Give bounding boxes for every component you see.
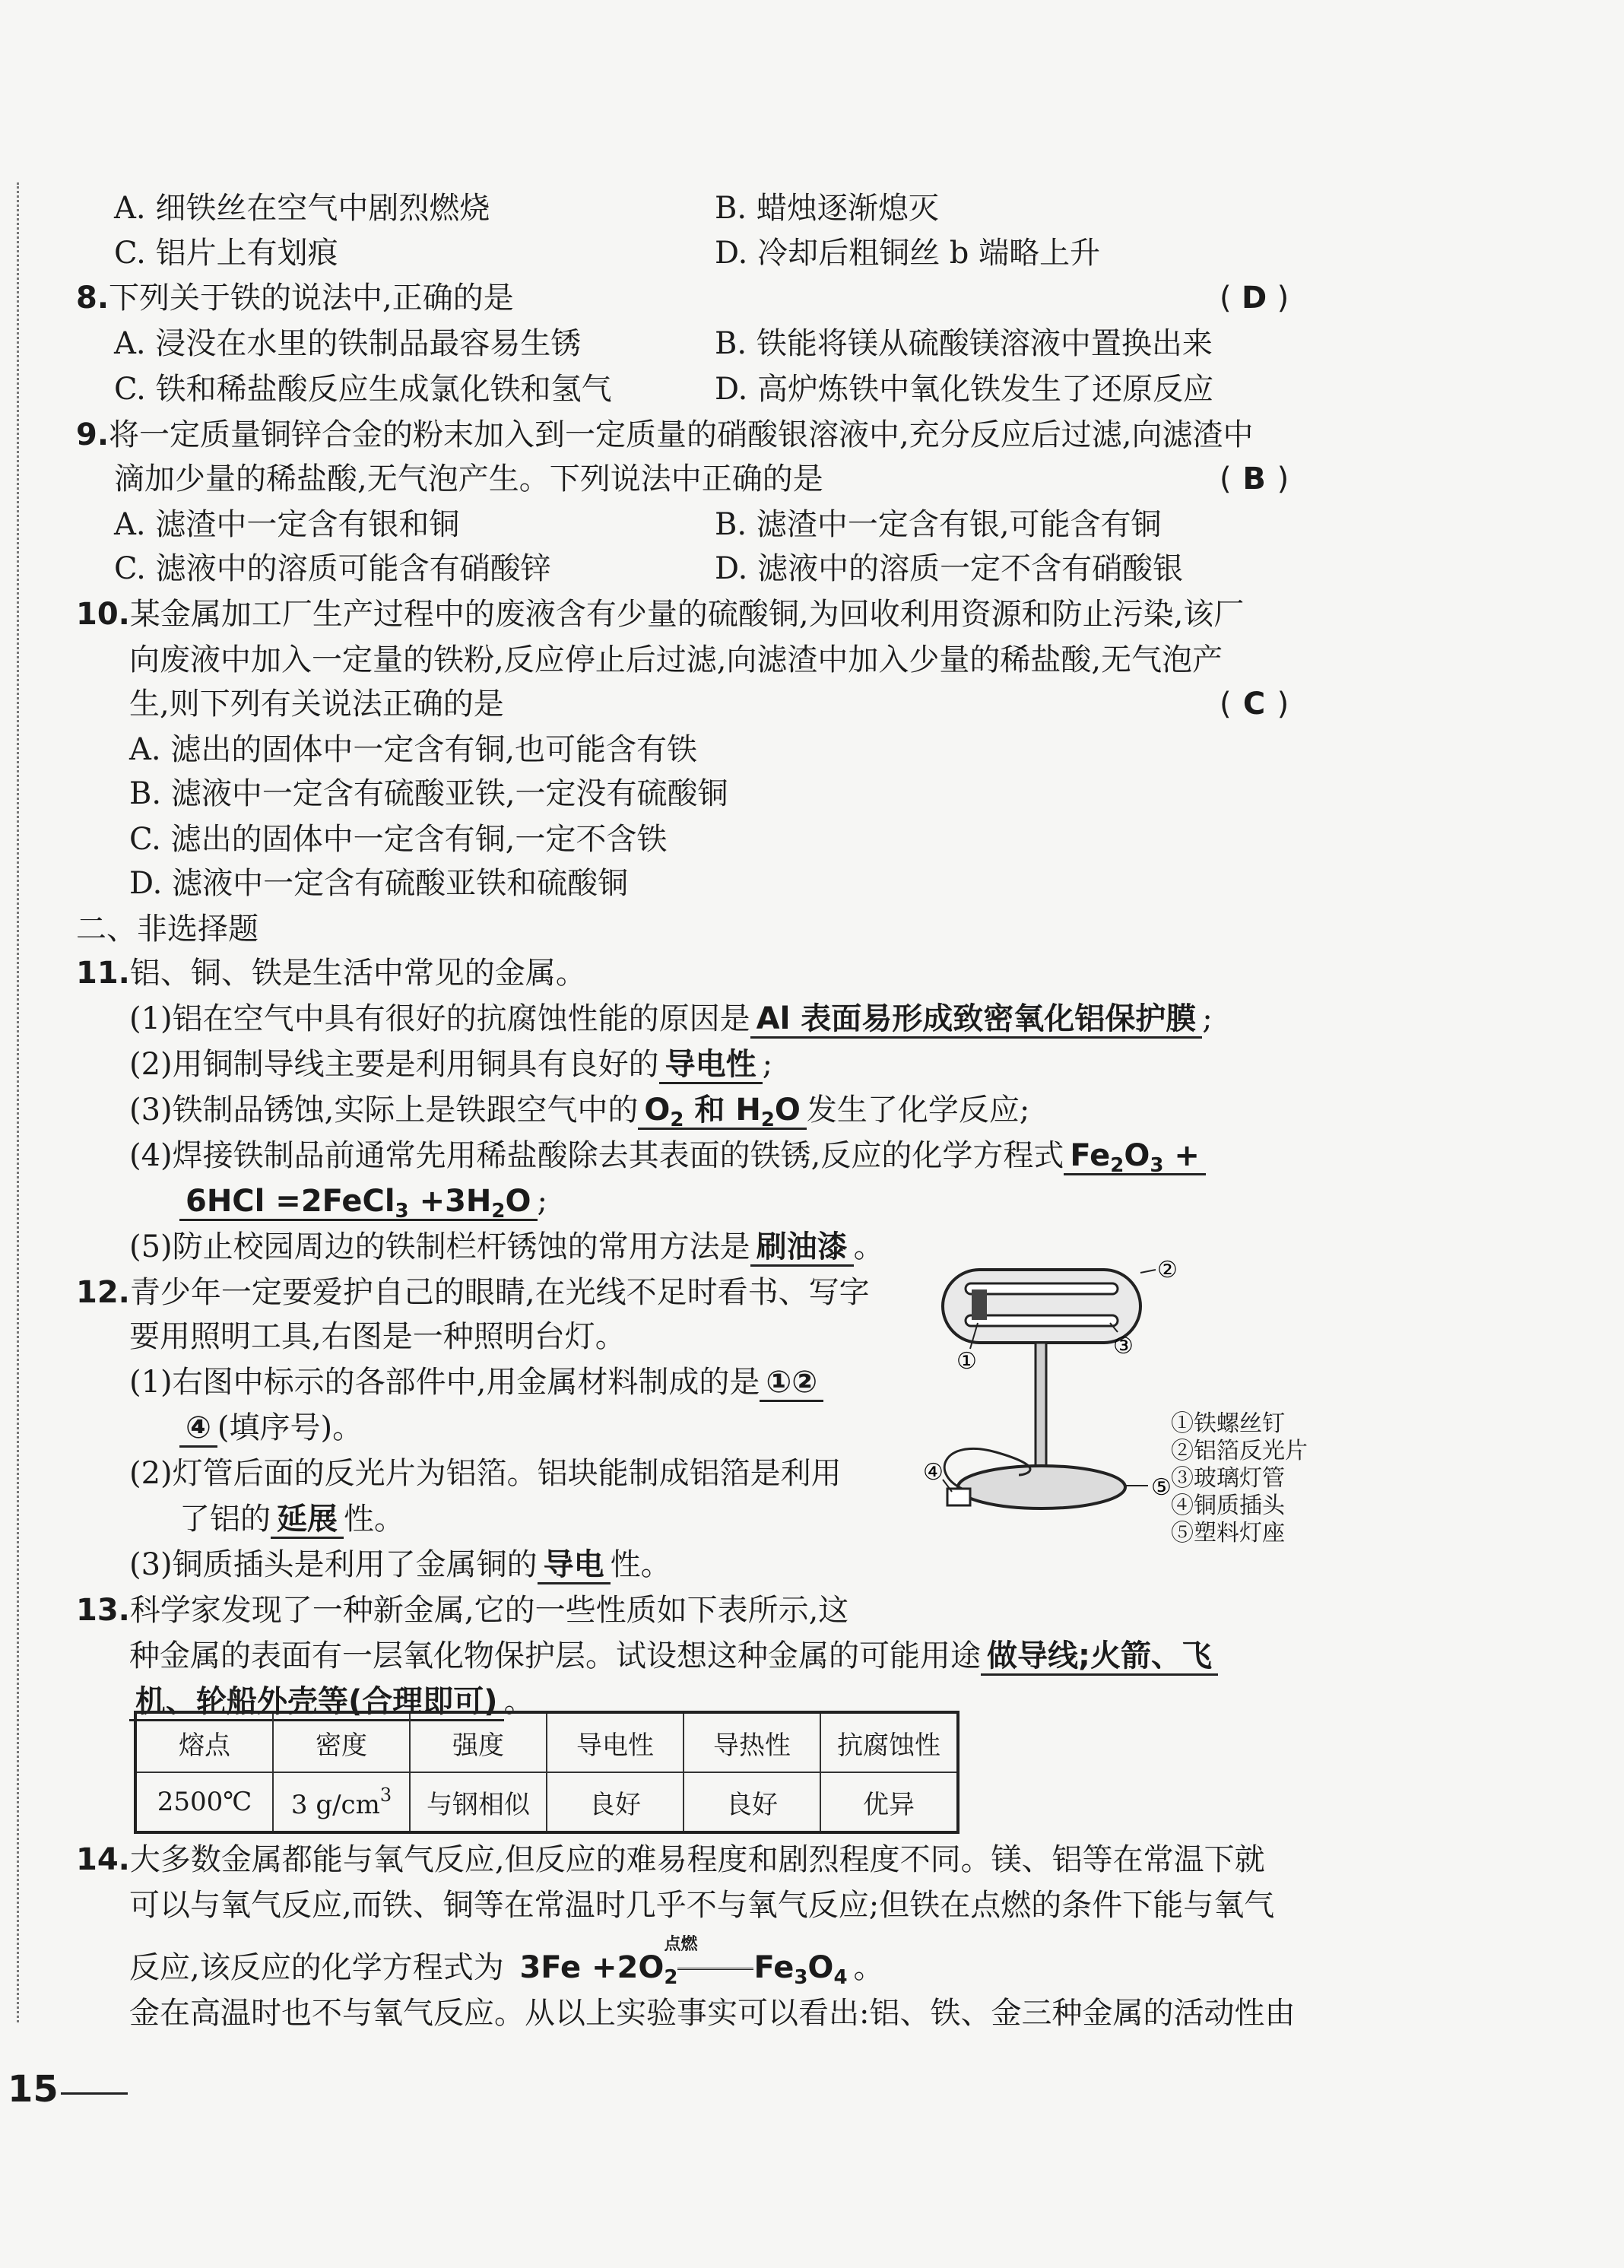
table-header-cell: 导电性 xyxy=(547,1712,684,1772)
q10-number: 10. xyxy=(76,597,130,632)
q10-stem-line1: 10.某金属加工厂生产过程中的废液含有少量的硫酸铜,为回收利用资源和防止污染,该厂 xyxy=(76,597,1245,632)
q10-option-b: B. 滤液中一定含有硫酸亚铁,一定没有硫酸铜 xyxy=(129,776,728,811)
q10-answer-paren: ( C ) xyxy=(1220,683,1289,725)
q13-stem-line2: 种金属的表面有一层氧化物保护层。试设想这种金属的可能用途 做导线;火箭、飞 xyxy=(129,1635,1218,1677)
q11-part1: (1)铝在空气中具有很好的抗腐蚀性能的原因是 Al 表面易形成致密氧化铝保护膜 ; xyxy=(129,998,1213,1040)
table-cell: 优异 xyxy=(820,1772,958,1832)
table-header-cell: 强度 xyxy=(410,1712,547,1772)
q8-answer: D xyxy=(1242,281,1267,316)
q7-option-d: D. 冷却后粗铜丝 b 端略上升 xyxy=(715,236,1101,271)
table-header-row xyxy=(135,1712,958,1772)
q8-option-b: B. 铁能将镁从硫酸镁溶液中置换出来 xyxy=(715,326,1213,361)
q8-option-a: A. 浸没在水里的铁制品最容易生锈 xyxy=(114,326,582,361)
q8-option-c: C. 铁和稀盐酸反应生成氯化铁和氢气 xyxy=(114,372,612,407)
section-heading: 二、非选择题 xyxy=(76,912,259,947)
q9-option-d: D. 滤液中的溶质一定不含有硝酸银 xyxy=(715,551,1184,586)
q13-answer-line1: 做导线;火箭、飞 xyxy=(981,1638,1218,1676)
legend-item: ①铁螺丝钉 xyxy=(1171,1410,1285,1437)
q9-number: 9. xyxy=(76,417,109,452)
page-number: 15 xyxy=(8,2068,59,2111)
q14-stem-line3: 反应,该反应的化学方程式为 $3Fe +2O_2$ 点燃 $Fe_3O_4$ 。 xyxy=(129,1946,884,1999)
lamp-label-4: ④ xyxy=(923,1459,944,1486)
q8-number: 8. xyxy=(76,281,109,316)
q8-option-d: D. 高炉炼铁中氧化铁发生了还原反应 xyxy=(715,372,1214,407)
q11-part4-cont: 6HCl =2FeCl$_3$ $+3H_2O$ ; xyxy=(179,1180,547,1232)
q14-stem-line2: 可以与氧气反应,而铁、铜等在常温时几乎不与氧气反应;但铁在点燃的条件下能与氧气 xyxy=(129,1888,1275,1923)
q12-part1: (1)右图中标示的各部件中,用金属材料制成的是 ①② xyxy=(129,1361,823,1404)
q11-part5: (5)防止校园周边的铁制栏杆锈蚀的常用方法是 刷油漆 。 xyxy=(129,1226,884,1268)
q13-stem-line3: 机、轮船外壳等(合理即可) 。 xyxy=(129,1680,534,1723)
q10-option-a: A. 滤出的固体中一定含有铜,也可能含有铁 xyxy=(129,732,698,767)
legend-item: ⑤塑料灯座 xyxy=(1171,1520,1285,1546)
reaction-condition: 点燃 xyxy=(664,1935,698,1954)
lamp-label-3: ③ xyxy=(1113,1333,1134,1359)
metal-properties-table xyxy=(134,1711,959,1834)
lamp-label-2: ② xyxy=(1157,1257,1178,1283)
q14-answer-equation: $3Fe +2O_2$ 点燃 $Fe_3O_4$ xyxy=(513,1950,853,1985)
q9-option-b: B. 滤渣中一定含有银,可能含有铜 xyxy=(715,507,1162,542)
q7-option-c: C. 铝片上有划痕 xyxy=(114,236,338,271)
q10-answer: C xyxy=(1242,687,1266,722)
lamp-base xyxy=(958,1466,1125,1508)
q10-option-d: D. 滤液中一定含有硫酸亚铁和硫酸铜 xyxy=(129,866,629,901)
q12-answer1b: ④ xyxy=(179,1410,217,1448)
page-number-rule xyxy=(61,2092,128,2095)
q11-answer4-line1: $Fe_2O_3$ + xyxy=(1064,1138,1206,1175)
q11-number: 11. xyxy=(76,956,130,991)
q11-part3: (3)铁制品锈蚀,实际上是铁跟空气中的 $O_2$ 和 $H_2O$ 发生了化学反应; xyxy=(129,1093,1030,1131)
table-header-cell: 熔点 xyxy=(135,1712,273,1772)
q9-answer-paren: ( B ) xyxy=(1220,458,1289,500)
q12-answer1a: ①② xyxy=(760,1365,823,1402)
q13-answer-line2: 机、轮船外壳等(合理即可) xyxy=(129,1684,504,1721)
table-row xyxy=(135,1772,958,1832)
table-cell: 与钢相似 xyxy=(410,1772,547,1832)
q12-answer3: 导电 xyxy=(538,1547,611,1584)
q9-stem-line2: 滴加少量的稀盐酸,无气泡产生。下列说法中正确的是 xyxy=(114,462,823,496)
q13-number: 13. xyxy=(76,1593,130,1628)
table-header-cell: 抗腐蚀性 xyxy=(820,1712,958,1772)
q13-stem-line1: 13.科学家发现了一种新金属,它的一些性质如下表所示,这 xyxy=(76,1593,849,1628)
table-cell: 良好 xyxy=(547,1772,684,1832)
q11-part4: (4)焊接铁制品前通常先用稀盐酸除去其表面的铁锈,反应的化学方程式 $Fe_2O_3$ + xyxy=(129,1134,1206,1187)
lamp-tube-bottom xyxy=(966,1315,1118,1326)
lamp-screw xyxy=(972,1289,987,1320)
q10-stem-line3: 生,则下列有关说法正确的是 xyxy=(129,687,504,722)
lamp-label-1: ① xyxy=(956,1348,977,1375)
lamp-stem xyxy=(1036,1343,1046,1480)
q11-answer2: 导电性 xyxy=(659,1047,763,1084)
q12-stem-line1: 12.青少年一定要爱护自己的眼睛,在光线不足时看书、写字 xyxy=(76,1275,870,1310)
table-cell: 2500℃ xyxy=(135,1772,273,1832)
q9-option-c: C. 滤液中的溶质可能含有硝酸锌 xyxy=(114,551,551,586)
q11-answer5: 刷油漆 xyxy=(750,1229,854,1267)
q12-part1-cont: ④ (填序号)。 xyxy=(179,1407,363,1449)
q9-stem-line1: 9.将一定质量铜锌合金的粉末加入到一定质量的硝酸银溶液中,充分反应后过滤,向滤渣中 xyxy=(76,417,1254,452)
q12-number: 12. xyxy=(76,1275,130,1310)
q10-option-c: C. 滤出的固体中一定含有铜,一定不含铁 xyxy=(129,822,668,857)
legend-item: ②铝箔反光片 xyxy=(1171,1438,1308,1464)
q12-part2-cont: 了铝的 延展 性。 xyxy=(179,1498,404,1540)
q12-part2: (2)灯管后面的反光片为铝箔。铝块能制成铝箔是利用 xyxy=(129,1456,842,1491)
lamp-tube-top xyxy=(966,1283,1118,1294)
q11-answer3: $O_2$ 和 $H_2O$ xyxy=(638,1093,807,1130)
q7-option-a: A. 细铁丝在空气中剧烈燃烧 xyxy=(114,191,490,226)
q14-number: 14. xyxy=(76,1842,130,1877)
q9-answer: B xyxy=(1242,462,1266,496)
q14-stem-line4: 金在高温时也不与氧气反应。从以上实验事实可以看出:铝、铁、金三种金属的活动性由 xyxy=(129,1996,1296,2031)
table-header-cell: 导热性 xyxy=(684,1712,820,1772)
binding-dash-line xyxy=(17,182,19,2022)
q12-stem-line2: 要用照明工具,右图是一种照明台灯。 xyxy=(129,1319,626,1354)
table-header-cell: 密度 xyxy=(273,1712,410,1772)
q9-option-a: A. 滤渣中一定含有银和铜 xyxy=(114,507,460,542)
lamp-label-5: ⑤ xyxy=(1151,1474,1172,1501)
q7-option-b: B. 蜡烛逐渐熄灭 xyxy=(715,191,939,226)
table-cell: 3 $g/cm^3$ xyxy=(273,1772,410,1832)
q11-answer1: Al 表面易形成致密氧化铝保护膜 xyxy=(750,1001,1203,1039)
q10-stem-line2: 向废液中加入一定量的铁粉,反应停止后过滤,向滤渣中加入少量的稀盐酸,无气泡产 xyxy=(129,642,1223,677)
q12-part3: (3)铜质插头是利用了金属铜的 导电 性。 xyxy=(129,1543,671,1586)
table-cell: 良好 xyxy=(684,1772,820,1832)
lamp-legend xyxy=(1171,1410,1308,1547)
q12-answer2: 延展 xyxy=(271,1502,344,1539)
legend-item: ③玻璃灯管 xyxy=(1171,1465,1285,1492)
legend-item: ④铜质插头 xyxy=(1171,1492,1285,1519)
q11-answer4-line2: 6HCl =2FeCl$_3$ $+3H_2O$ xyxy=(179,1184,538,1221)
q8-answer-paren: ( D ) xyxy=(1220,277,1289,319)
q8-stem: 8.下列关于铁的说法中,正确的是 xyxy=(76,281,514,316)
q11-stem: 11.铝、铜、铁是生活中常见的金属。 xyxy=(76,956,586,991)
q11-part2: (2)用铜制导线主要是利用铜具有良好的 导电性 ; xyxy=(129,1043,772,1086)
q14-stem-line1: 14.大多数金属都能与氧气反应,但反应的难易程度和剧烈程度不同。镁、铝等在常温下就 xyxy=(76,1842,1265,1877)
